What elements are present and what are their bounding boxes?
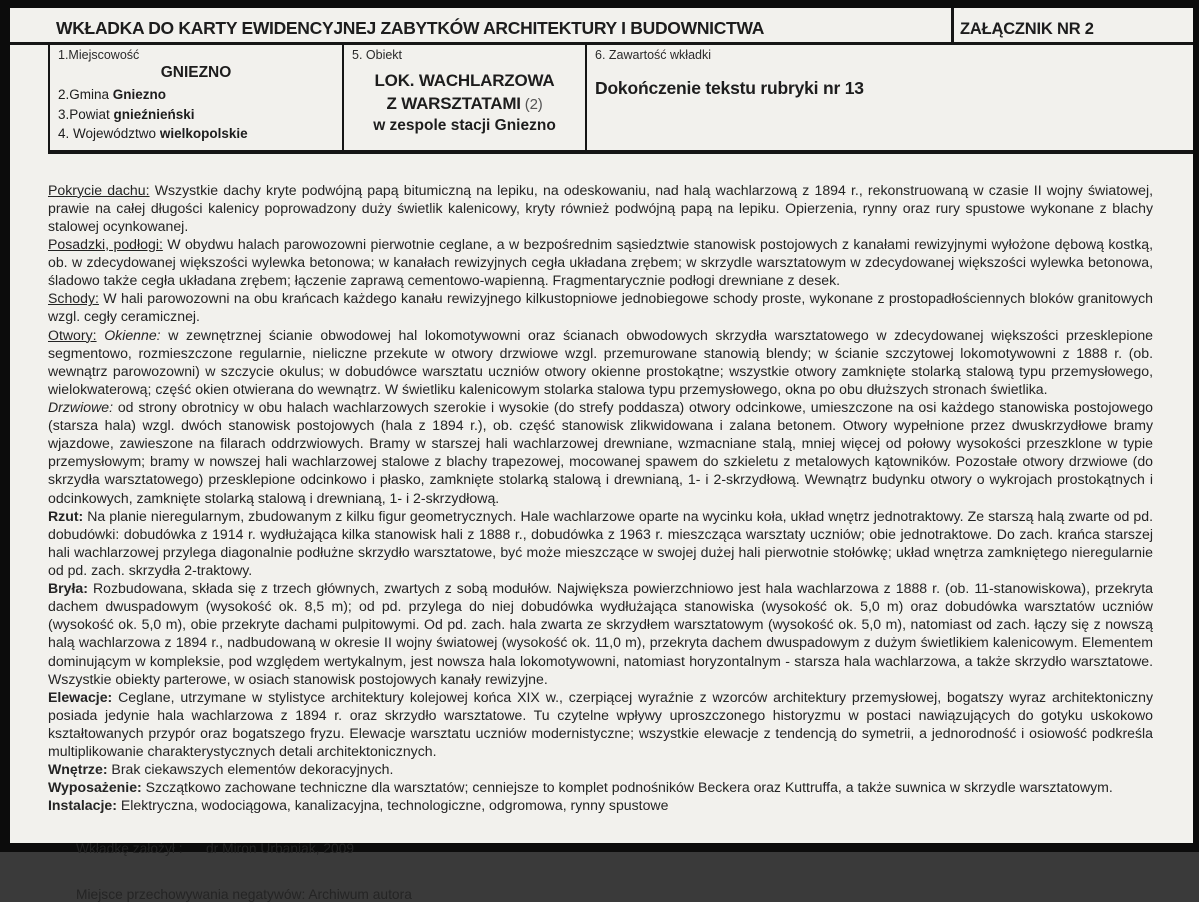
contents-value: Dokończenie tekstu rubryki nr 13: [595, 78, 864, 98]
id-table: [48, 45, 1193, 154]
object-name-line2-text: Z WARSZTATAMI: [386, 93, 521, 113]
paragraph-text: od strony obrotnicy w obu halach wachlarzowych szerokie i wysokie (do strefy poddasza) otwory odcinkowe, umieszczone na osi każdego stanowiska postojowego (starsza hala) wzgl. dwóch stanowisk postojowych (hala z 1894 r.), ob. część stanowisk zlikwidowana i zalana betonem. Otwory wypełnione przez dwuskrzydłowe bramy wjazdowe, zawieszone na filarach oddrzwiowych. Bramy w starszej hali wachlarzowej drewniane, wzmacniane stalą, mniej więcej od połowy wysokości przeszklone w typie przemysłowym; bramy w nowszej hali wachlarzowej stalowe z blachy trapezowej, mocowanej spawem do szkieletu z metalowych kątowników. Pozostałe otwory drzwiowe (do skrzydła warsztatowego) przesklepione odcinkowo i płasko, zamknięte stolarką stalową i drewnianą, 1- i 2-skrzydłową. Wewnątrz budynku otwory o wykrojach prostokątnych i odcinkowych, zamknięte stolarką stalową i drewnianą, 1- i 2-skrzydłową.: [48, 399, 1153, 506]
object-name-line1: LOK. WACHLARZOWA: [374, 71, 555, 90]
field-wojewodztwo: [58, 124, 334, 144]
field-value-gmina: Gniezno: [112, 87, 167, 102]
location-name: GNIEZNO: [160, 64, 232, 81]
paragraph-text: Elektryczna, wodociągowa, kanalizacyjna, technologiczne, odgromowa, rynny spustowe: [116, 797, 669, 814]
paragraph-text: W obydwu halach parowozowni pierwotnie ceglane, a w bezpośrednim sąsiedztwie stanowisk postojowych z kanałami rewizyjnymi wyłożone dębową kostką, ob. w zdecydowanej większości wylewka betonowa; w kanałach rewizyjnych cegła układana zrębem; w skrzydle warsztatowym w zdecydowanej większości wylewka betonowa, śladowo także cegła układana zrębem; łączenie zaprawą cementowo-wapienną. Fragmentarycznie podłogi drewniane z desek.: [48, 236, 1153, 289]
card-title: WKŁADKA DO KARTY EWIDENCYJNEJ ZABYTKÓW ARCHITEKTURY I BUDOWNICTWA: [56, 18, 765, 38]
field-label-gmina: 2.Gmina: [58, 87, 113, 102]
object-name: [352, 70, 577, 137]
body-paragraph: [48, 289, 1153, 325]
footer-created-row: [76, 841, 1193, 856]
body-paragraph: [48, 235, 1153, 289]
paragraph-label: Wyposażenie:: [48, 779, 142, 796]
paragraph-text: W hali parowozowni na obu krańcach każdego kanału rewizyjnego kilkustopniowe jednobiegowe schody proste, wykonane z prostopadłościennych bloków granitowych wzgl. cegły ceramicznej.: [48, 290, 1153, 325]
body-paragraph: [48, 326, 1153, 398]
body-paragraph: [48, 181, 1153, 235]
attachment-number: ZAŁĄCZNIK NR 2: [951, 8, 1193, 42]
paragraph-label: Schody:: [48, 290, 99, 307]
paragraph-label: Okienne:: [104, 326, 161, 343]
paragraph-text: Rozbudowana, składa się z trzech głównych, zwartych z sobą modułów. Największa powierzchniowo jest hala wachlarzowa z 1888 r. (ob. 11-stanowiskowa), przekryta dachem dwuspadowym (wysokość ok. 8,5 m); od pd. przylega do niej dobudówka wydłużająca stanowiska (wysokość ok. 5,0 m) oraz dobudówka warsztatów uczniów (wysokość ok. 5,0 m), obie przekryte dachami pulpitowymi. Od pd. zach. hala zwarta ze skrzydłem warsztatowym (wysokość ok. 5,0 m), natomiast od zach. łączy się z nowszą halą wachlarzowa z 1894 r., nadbudowaną w okresie II wojny światowej (wysokość ok. 11,0 m), przekryta dachem dwuspadowym z dużym świetlikiem kalenicowym. Elementem dominującym w kompleksie, pod względem wertykalnym, jest nowsza hala lokomotywowni, natomiast horyzontalnym - starsza hala wachlarzowa, a także skrzydło warsztatowe. Wszystkie obiekty parterowe, w osiach stanowisk postojowych kanały rewizyjne.: [48, 580, 1153, 687]
card-page: [10, 8, 1193, 902]
body-paragraph: [48, 507, 1153, 579]
paragraph-text: Szczątkowo zachowane techniczne dla warsztatów; cenniejsze to komplet podnośników Beckera oraz Kuttruffa, a także suwnica w skrzydle warsztatowym.: [141, 779, 1113, 796]
field-label-obiekt: 5. Obiekt: [352, 48, 403, 62]
field-powiat: [58, 105, 334, 125]
paragraph-label: Instalacje:: [48, 797, 117, 814]
cell-contents: [585, 45, 1193, 150]
field-gmina: [58, 85, 334, 105]
body-paragraph: [48, 796, 1153, 814]
header-bar: [10, 8, 1193, 45]
object-name-line3: w zespole stacji Gniezno: [373, 116, 556, 134]
field-label-wojewodztwo: 4. Województwo: [58, 126, 160, 142]
paragraph-text: w zewnętrznej ścianie obwodowej hal lokomotywowni oraz ścianach obwodowych skrzydła warsztatowego w zdecydowanej większości przesklepione segmentowo, rozmieszczone regularnie, nieliczne przekute w otwory drzwiowe wzgl. przemurowane stanowią blendy; w ścianie szczytowej lokomotywowni z 1888 r. (ob. wewnątrz parowozowni) w szczycie okulus; w dobudówce warsztatu uczniów otwory okienne prostokątne; wszystkie otwory zamknięte stolarką stalową typu przemysłowego, wielokwaterową; część okien otwierana do wewnątrz. W świetliku kalenicowym stolarka stalowa typu przemysłowego, okna po obu dłuższych stronach świetlika.: [48, 326, 1153, 397]
body-text: [48, 181, 1153, 815]
paragraph-label: Otwory:: [48, 326, 97, 343]
body-paragraph: [48, 398, 1153, 507]
field-label-zawartosc: 6. Zawartość wkładki: [595, 48, 712, 62]
paragraph-label: Wnętrze:: [48, 761, 108, 778]
footer-negatives: Miejsce przechowywania negatywów: Archiwum autora: [76, 886, 412, 902]
cell-location: [50, 45, 342, 150]
body-paragraph: [48, 579, 1153, 688]
paragraph-label: Drzwiowe:: [48, 399, 113, 415]
object-name-note: (2): [520, 95, 543, 113]
footer: [76, 841, 1193, 902]
paragraph-text: Ceglane, utrzymane w stylistyce architektury kolejowej końca XIX w., czerpiącej wyraźnie z wzorców architektury przemysłowej, bogatszy wyraz architektoniczny posiada jedynie hala wachlarzowa z 1894 r. oraz skrzydło warsztatowe. Tu czytelne wpływy uproszczonego historyzmu w postaci nawiązujących do gotyku uskokowo kształtowanych przypór oraz bogatszego fryzu. Elewacje warsztatu uczniów modernistyczne; wszystkie elewacje z tendencją do symetrii, a jednorodność i osiowość podkreśla multiplikowanie charakterystycznych detali architektonicznych.: [48, 688, 1153, 760]
object-name-line2: [352, 93, 577, 116]
field-label-miejscowosc: 1.Miejscowość: [58, 48, 140, 62]
body-paragraph: [48, 760, 1153, 778]
cell-object: [342, 45, 585, 150]
paragraph-text: Brak ciekawszych elementów dekoracyjnych.: [107, 761, 394, 778]
paragraph-label: Pokrycie dachu:: [48, 181, 150, 198]
paragraph-label: Elewacje:: [48, 688, 113, 705]
paragraph-label: Bryła:: [48, 580, 88, 597]
body-paragraph: [48, 688, 1153, 760]
footer-created-value: dr Miron Urbaniak, 2009: [206, 840, 355, 856]
paragraph-text: Wszystkie dachy kryte podwójną papą bitumiczną na lepiku, na odeskowaniu, nad halą wachlarzową z 1894 r., rekonstruowaną w czasie II wojny światowej, prawie na całej długości kalenicy poprowadzony duży świetlik kalenicowy, kryty również podwójną papą na lepiku. Opierzenia, rynny oraz rury spustowe wykonane z blachy stalowej ocynkowanej.: [48, 181, 1154, 234]
body-paragraph: [48, 778, 1153, 796]
paragraph-label: Posadzki, podłogi:: [48, 236, 163, 253]
field-value-wojewodztwo: wielkopolskie: [159, 126, 248, 142]
footer-created-label: Wkładkę założył :: [76, 840, 183, 856]
field-value-powiat: gnieźnieński: [113, 106, 195, 122]
paragraph-label: Rzut:: [48, 507, 84, 524]
field-label-powiat: 3.Powiat: [58, 106, 114, 122]
paragraph-text: Na planie nieregularnym, zbudowanym z kilku figur geometrycznych. Hale wachlarzowe oparte na wycinku koła, układ wnętrz jednotraktowy. Ze starszą halą zwarte od pd. dobudówki: dobudówka z 1914 r. wydłużająca kilka stanowisk hali z 1888 r., dobudówka z 1963 r. mieszcząca warsztaty uczniów; obie jednotraktowe. Do zach. krańca starszej hali wachlarzowej przylega diagonalnie podłużne skrzydło warsztatowe, być może mieszczące w swojej dużej hali pierwotnie stołówkę; układ wnętrza zamkniętego nieregularnie od pd. zach. skrzydła 2-traktowy.: [48, 507, 1153, 578]
